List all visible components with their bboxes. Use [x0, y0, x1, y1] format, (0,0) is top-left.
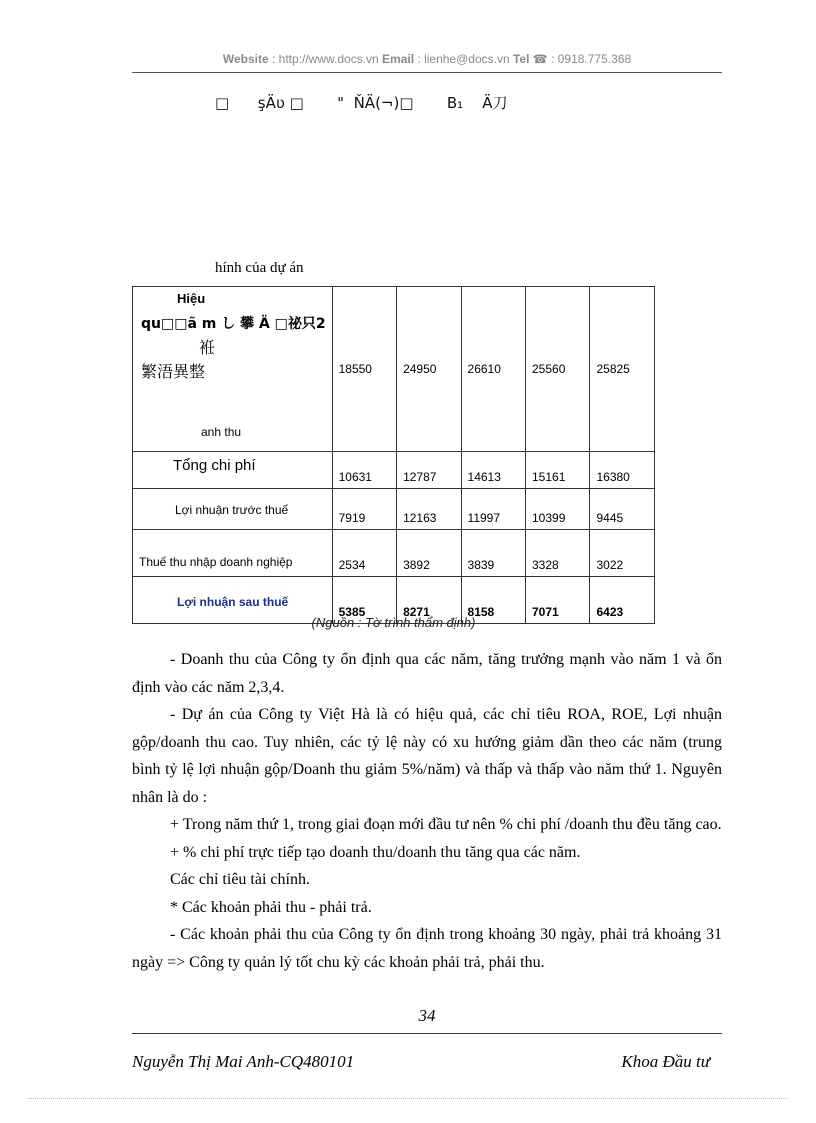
page-header-contact [132, 52, 722, 66]
table-cell: 10399 [526, 489, 590, 530]
table-cell: 5385 [332, 577, 396, 624]
table-cell: 10631 [332, 452, 396, 489]
head-label-line-1: Hiệu [177, 291, 206, 306]
footer-faculty: Khoa Đầu tư [621, 1052, 710, 1071]
table-cell: 16380 [590, 452, 655, 489]
table-cell: 8271 [397, 577, 461, 624]
table-header-label-cell [133, 287, 333, 452]
garbled-heading: □ şÄʋ □ " ŇÄ(¬)□ B₁ Ä刀 [215, 94, 508, 112]
table-cell: 8158 [461, 577, 525, 624]
paragraph: - Các khoản phải thu của Công ty ổn định trong khoảng 30 ngày, phải trả khoảng 31 ngày => Công ty quản lý tốt chu kỳ các khoản phải trả, phải thu. [132, 926, 722, 971]
table-cell: 11997 [461, 489, 525, 530]
row-label: Lợi nhuận sau thuế [177, 595, 289, 609]
email-value: : lienhe@docs.vn [417, 52, 510, 66]
head-label-line-3: 袵 [199, 338, 216, 357]
tel-value: ☎ : 0918.775.368 [532, 52, 632, 66]
row-label-cell [133, 530, 333, 577]
tel-label: Tel [512, 52, 530, 66]
financial-table [132, 286, 655, 624]
table-cell: 2534 [332, 530, 396, 577]
email-label: Email [382, 52, 415, 66]
row-label: Tổng chi phí [173, 457, 256, 474]
footer-divider [132, 1033, 722, 1034]
table-cell: 15161 [526, 452, 590, 489]
header-divider [132, 72, 722, 73]
table-cell: 9445 [590, 489, 655, 530]
table-cell: 6423 [590, 577, 655, 624]
head-label-line-5: anh thu [201, 425, 242, 439]
table-caption: hính của dự án [215, 260, 304, 276]
table-cell: 25560 [526, 287, 590, 452]
bottom-dotted-border [28, 1098, 788, 1099]
table-row-total-cost [133, 452, 655, 489]
table-cell: 7071 [526, 577, 590, 624]
table-cell: 3839 [461, 530, 525, 577]
paragraph: * Các khoản phải thu - phải trả. [170, 898, 372, 916]
table-cell: 12163 [397, 489, 461, 530]
paragraph: - Dự án của Công ty Việt Hà là có hiệu quả, các chỉ tiêu ROA, ROE, Lợi nhuận gộp/doanh thu cao. Tuy nhiên, các tỷ lệ này có xu hướng giảm dần theo các năm (trung bình tỷ lệ lợi nhuận gộp/Doanh thu giảm 5%/năm) và thấp và thấp vào năm thứ 1. Nguyên nhân là do : [132, 706, 722, 806]
footer-author: Nguyễn Thị Mai Anh-CQ480101 [132, 1052, 355, 1071]
paragraph: + Trong năm thứ 1, trong giai đoạn mới đầu tư nên % chi phí /doanh thu đều tăng cao. [170, 816, 722, 833]
row-label-cell [133, 489, 333, 530]
body-text [132, 646, 722, 976]
paragraph: Các chỉ tiêu tài chính. [170, 871, 310, 888]
table-cell: 12787 [397, 452, 461, 489]
table-cell: 18550 [332, 287, 396, 452]
row-label: Thuế thu nhập doanh nghiệp [139, 555, 293, 569]
website-value: : http://www.docs.vn [271, 52, 379, 66]
head-label-line-2: qu□□ã m し 攀 Ä □祕只2 [141, 316, 326, 332]
table-row-revenue [133, 287, 655, 452]
source-note: (Nguồn : Tờ trình thẩm định) [311, 615, 476, 630]
paragraph: + % chi phí trực tiếp tạo doanh thu/doanh thu tăng qua các năm. [170, 843, 581, 861]
row-label: Lợi nhuận trước thuế [175, 503, 289, 517]
website-label: Website [222, 52, 269, 66]
row-label-cell [133, 452, 333, 489]
table-cell: 24950 [397, 287, 461, 452]
table-cell: 3022 [590, 530, 655, 577]
table-cell: 7919 [332, 489, 396, 530]
head-label-line-4: 繁浯異整 [141, 362, 206, 381]
table-cell: 3892 [397, 530, 461, 577]
table-cell: 26610 [461, 287, 525, 452]
paragraph: - Doanh thu của Công ty ổn định qua các năm, tăng trưởng mạnh vào năm 1 và ổn định vào các năm 2,3,4. [132, 651, 722, 696]
table-row-income-tax [133, 530, 655, 577]
page-number: 34 [418, 1006, 436, 1025]
table-cell: 14613 [461, 452, 525, 489]
table-cell: 3328 [526, 530, 590, 577]
table-cell: 25825 [590, 287, 655, 452]
table-row-profit-before-tax [133, 489, 655, 530]
